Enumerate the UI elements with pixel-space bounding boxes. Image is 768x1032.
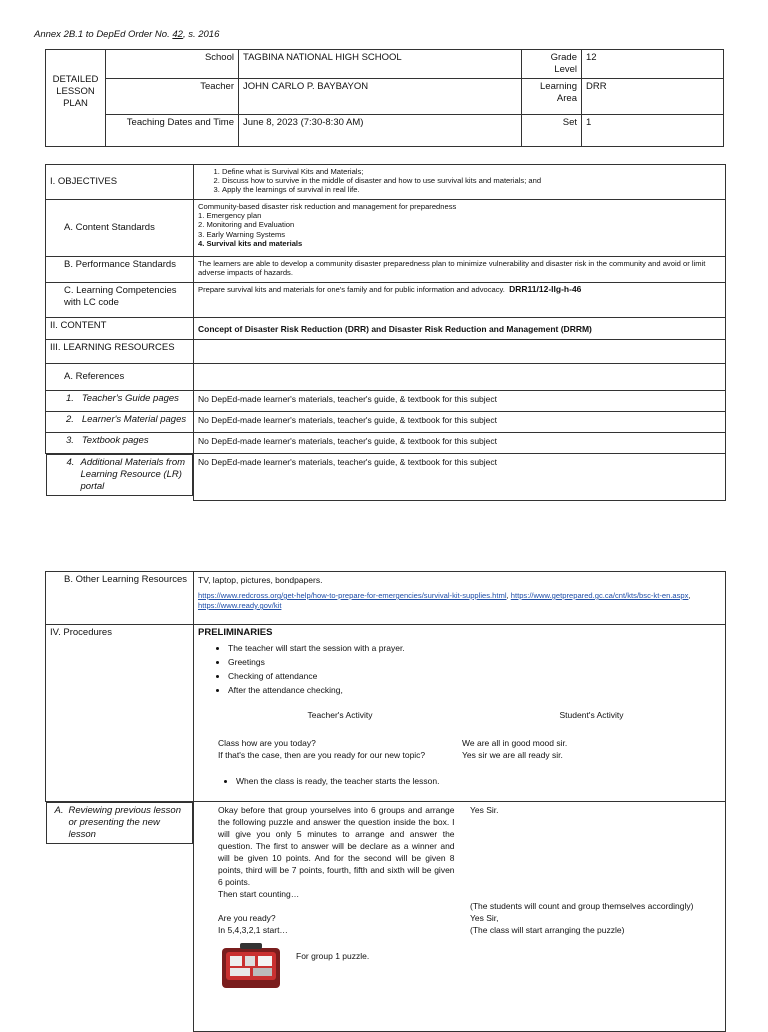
content-standard-line: 1. Emergency plan: [198, 211, 262, 221]
header-table: [45, 49, 724, 147]
preliminaries-item: • Greetings: [228, 655, 721, 669]
student-line: We are all in good mood sir.: [462, 738, 568, 748]
resources-label: III. LEARNING RESOURCES: [46, 340, 194, 364]
dates-label: Teaching Dates and Time: [106, 115, 239, 147]
content-standard-line: Community-based disaster risk reduction and management for preparedness: [198, 202, 457, 211]
competencies-label: C. Learning Competencies with LC code: [46, 283, 194, 318]
reference-label: 1. Teacher's Guide pages: [46, 391, 194, 412]
grade-value: 12: [582, 50, 724, 79]
set-label: Set: [522, 115, 582, 147]
student-line: (The class will start arranging the puzzle): [469, 925, 625, 935]
start-lesson-list: [198, 775, 721, 787]
reference-label: 4. Additional Materials from Learning Resource (LR) portal: [46, 454, 194, 496]
annex-reference: Annex 2B.1 to DepEd Order No. 42, s. 2016: [34, 29, 220, 40]
area-label: Learning Area: [522, 79, 582, 115]
student-line: Yes sir we are all ready sir.: [462, 750, 563, 760]
teacher-line: Are you ready?: [218, 913, 276, 923]
teacher-line: Class how are you today?: [218, 738, 316, 748]
lesson-plan-title: DETAILED LESSON PLAN: [46, 50, 106, 147]
student-activity-heading: Student's Activity: [559, 710, 624, 720]
preliminaries-item: • The teacher will start the session with a prayer.: [228, 641, 721, 655]
reference-value: No DepEd-made learner's materials, teacher's guide, & textbook for this subject: [194, 412, 726, 433]
start-lesson-item: • When the class is ready, the teacher starts the lesson.: [236, 775, 721, 787]
student-line: Yes Sir,: [469, 913, 499, 923]
teacher-line: Then start counting…: [218, 889, 300, 899]
references-label: A. References: [46, 364, 194, 391]
objectives-list: [204, 167, 721, 195]
group1-puzzle-text: For group 1 puzzle.: [296, 951, 370, 961]
reviewing-paragraph: Okay before that group yourselves into 6 groups and arrange the following puzzle and answer the question inside the box. I will give you only 5 minutes to arrange and answer the question. The first to answer will be declare as a winner and will be given 10 points. And for the second will be given 8 points, third will be 7 points, fourth, fifth and sixth will be given 6 points.: [218, 805, 455, 887]
student-line: Yes Sir.: [469, 805, 499, 815]
reference-label: 3. Textbook pages: [46, 433, 194, 454]
teacher-line: In 5,4,3,2,1 start…: [218, 925, 288, 935]
preliminaries-item: • After the attendance checking,: [228, 683, 721, 697]
procedures-table: B. Other Learning Resources TV, laptop, pictures, bondpapers. https://www.redcross.org/get-help/how-to-prepare-for-emergencies/survival-kit-supplies.html, https://www.getprepared.gc.ca/cnt/kts/bsc-kt-en.aspx, https://www.ready.gov/kit IV. Procedures PRELIMINARIES • The teacher will start the session with a prayer. • Greetings • Checking of attendance • After the attendance checking, Teacher's Activity Student's Activity Class how are you today? We are all in good mood sir. If that's the case, then are you ready for our new topic? Yes sir we are all ready sir. • When the class is ready, the teacher starts the lesson. A. Reviewing previous lesson or presenting the new lesson Okay before that group yourselves into 6 groups and arrange the following puzzle and answer the question inside the box. I will give you only 5 minutes to arrange and answer the question. The first to answer will be declare as a winner and will be given 10 points. And for the second will be given 8 points, third will be 7 points, fourth, fifth and sixth will be given 6 points. Yes Sir. Then start counting… (The students will count and group themselves accordingly) Are you ready? Yes Sir, In 5,4,3,2,1 start… (The class will start arranging the puzzle) For group 1 puzzle.: [45, 571, 726, 1032]
performance-standards-label: B. Performance Standards: [46, 257, 194, 283]
teacher-value: JOHN CARLO P. BAYBAYON: [239, 79, 522, 115]
teacher-activity-heading: Teacher's Activity: [307, 710, 373, 720]
content-standard-line: 4. Survival kits and materials: [198, 238, 303, 248]
reviewing-label: A. Reviewing previous lesson or presenting the new lesson: [46, 802, 194, 844]
other-resources-label: B. Other Learning Resources: [46, 572, 194, 625]
procedures-label: IV. Procedures: [46, 625, 194, 802]
school-label: School: [106, 50, 239, 79]
content-standard-line: 2. Monitoring and Evaluation: [198, 220, 295, 230]
lesson-table: [45, 164, 726, 501]
survival-kit-picture: [218, 942, 286, 992]
preliminaries-heading: PRELIMINARIES: [198, 627, 273, 638]
other-resources-text: TV, laptop, pictures, bondpapers.: [198, 575, 323, 585]
teacher-label: Teacher: [106, 79, 239, 115]
grade-label: Grade Level: [522, 50, 582, 79]
dates-value: June 8, 2023 (7:30-8:30 AM): [239, 115, 522, 147]
reference-value: No DepEd-made learner's materials, teacher's guide, & textbook for this subject: [194, 391, 726, 412]
preliminaries-item: • Checking of attendance: [228, 669, 721, 683]
ready-gov-link[interactable]: https://www.ready.gov/kit: [198, 601, 282, 610]
objective-item: 3. Apply the learnings of survival in real life.: [222, 185, 721, 194]
objective-item: 2. Discuss how to survive in the middle of disaster and how to use survival kits and materials; and: [222, 176, 721, 185]
lc-code: DRR11/12-IIg-h-46: [509, 284, 582, 294]
content-label: II. CONTENT: [46, 318, 194, 340]
objective-item: 1. Define what is Survival Kits and Materials;: [222, 167, 721, 176]
reference-value: No DepEd-made learner's materials, teacher's guide, & textbook for this subject: [194, 454, 726, 501]
objectives-label: I. OBJECTIVES: [46, 165, 194, 200]
teacher-line: If that's the case, then are you ready for our new topic?: [218, 750, 426, 760]
school-value: TAGBINA NATIONAL HIGH SCHOOL: [239, 50, 522, 79]
area-value: DRR: [582, 79, 724, 115]
preliminaries-list: [198, 641, 721, 697]
content-text: Concept of Disaster Risk Reduction (DRR) and Disaster Risk Reduction and Management (DRRM): [194, 318, 726, 340]
performance-standards-text: The learners are able to develop a community disaster preparedness plan to minimize vulnerability and disaster risk in the community and avoid or limit adverse impacts of hazards.: [194, 257, 726, 283]
reference-label: 2. Learner's Material pages: [46, 412, 194, 433]
content-standards-label: A. Content Standards: [46, 200, 194, 257]
student-line: (The students will count and group themselves accordingly): [469, 901, 694, 911]
content-standard-line: 3. Early Warning Systems: [198, 229, 286, 239]
survival-kit-image: [218, 942, 286, 992]
redcross-link[interactable]: https://www.redcross.org/get-help/how-to-prepare-for-emergencies/survival-kit-supplies.html: [198, 591, 507, 600]
set-value: 1: [582, 115, 724, 147]
competencies-text: Prepare survival kits and materials for one's family and for public information and advocacy.: [198, 285, 505, 294]
getprepared-link[interactable]: https://www.getprepared.gc.ca/cnt/kts/bsc-kt-en.aspx: [510, 591, 689, 600]
reviewing-label-text: Reviewing previous lesson or presenting the new lesson: [68, 805, 181, 840]
reference-value: No DepEd-made learner's materials, teacher's guide, & textbook for this subject: [194, 433, 726, 454]
